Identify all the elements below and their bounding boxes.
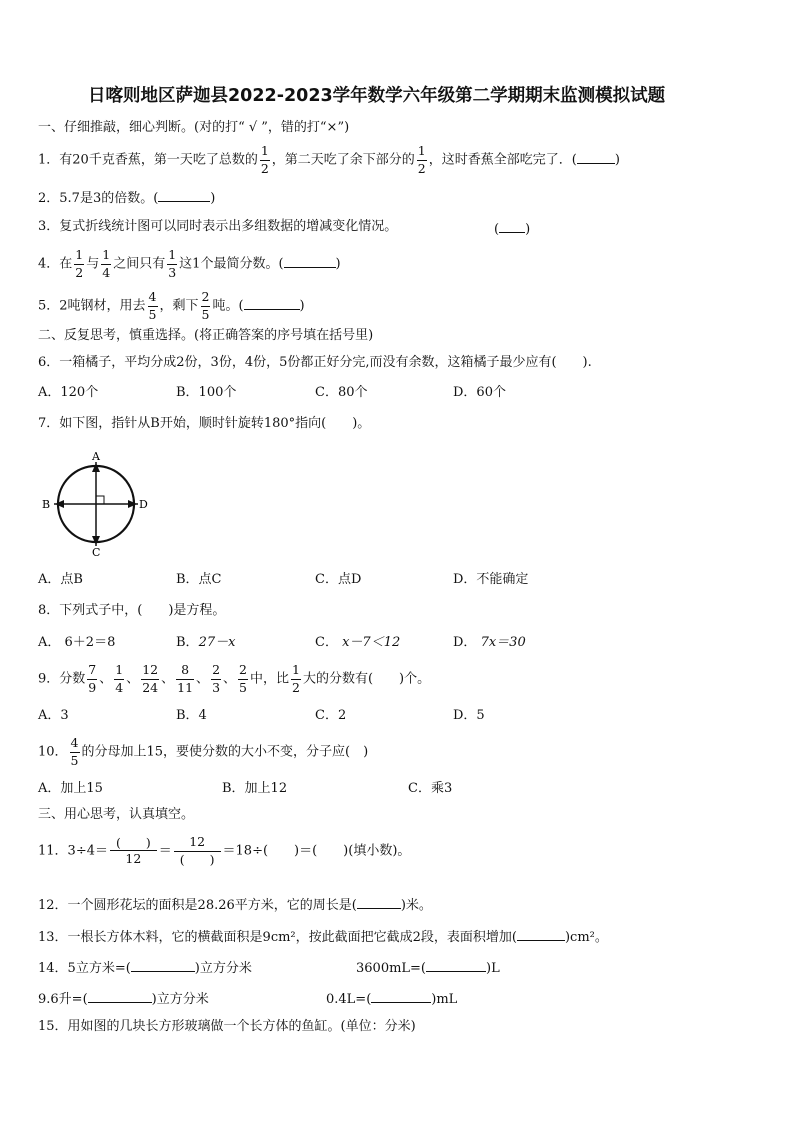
question-12 <box>38 896 432 912</box>
q10-option-b[interactable]: B．加上12 <box>222 781 288 796</box>
question-14-part-4 <box>326 990 457 1006</box>
q5-text-b: ，剩下 <box>159 298 199 314</box>
q10-option-c[interactable]: C．乘3 <box>408 781 453 796</box>
q7-option-b[interactable]: B．点C <box>176 572 222 587</box>
q2-answer-blank[interactable] <box>158 189 210 202</box>
question-8: 8．下列式子中，( )是方程。 <box>38 603 226 618</box>
q14-text-d: )L <box>486 961 500 976</box>
question-9: 9．分数 $\frac{7}{9}$ 、 $\frac{1}{4}$ 、 $\frac{12}{24}$ 、 $\frac{8}{11}$ 、 $\frac{2}{3}$ 、 $\frac{2}{5}$ 中，比 $\frac{1}{2}$ 大的分数有( )个。 <box>38 662 431 695</box>
q3-paren-open: ( <box>494 222 500 237</box>
q12-text-a: 12．一个圆形花坛的面积是28.26平方米，它的周长是( <box>38 898 357 913</box>
q3-text: 3．复式折线统计图可以同时表示出多组数据的增减变化情况。 <box>38 219 398 234</box>
q12-text-b: )米。 <box>400 898 432 913</box>
q5-answer-blank[interactable] <box>244 297 300 310</box>
label-a: A <box>92 450 100 463</box>
q1-text-c: ，这时香蕉全部吃完了．( <box>428 152 577 168</box>
q6-option-d[interactable]: D．60个 <box>453 385 506 400</box>
q6-option-c[interactable]: C．80个 <box>315 385 368 400</box>
section-2-heading: 二、反复思考，慎重选择。(将正确答案的序号填在括号里) <box>38 328 374 343</box>
q4-text-d: 这1个最简分数。( <box>179 256 284 272</box>
q4-paren-close: ) <box>335 256 341 272</box>
q1-text-b: ，第二天吃了余下部分的 <box>271 152 415 168</box>
q9-fraction-4: $\frac{8}{11}$ <box>177 662 194 695</box>
q3-answer-blank[interactable] <box>499 220 525 233</box>
q14-text-e: 9.6升=( <box>38 992 88 1007</box>
q9-option-a[interactable]: A．3 <box>38 708 69 723</box>
question-5 <box>38 291 305 321</box>
q4-fraction-1: $\frac{1}{2}$ <box>75 247 84 280</box>
q7-option-d[interactable]: D．不能确定 <box>453 572 529 587</box>
q14-text-g: 0.4L=( <box>326 992 372 1007</box>
q2-text: 2．5.7是3的倍数。( <box>38 191 159 206</box>
q1-text-a: 1．有20千克香蕉，第一天吃了总数的 <box>38 152 258 168</box>
q9-option-c[interactable]: C．2 <box>315 708 347 723</box>
q13-text-a: 13．一根长方体木料，它的横截面积是9cm²，按此截面把它截成2段，表面积增加( <box>38 930 517 945</box>
q4-text-c: 之间只有 <box>113 256 166 272</box>
section-3-heading: 三、用心思考，认真填空。 <box>38 807 195 822</box>
q10-option-a[interactable]: A．加上15 <box>38 781 103 796</box>
q12-answer-blank[interactable] <box>357 896 401 909</box>
clock-dial-figure <box>40 448 152 558</box>
q14-blank-4[interactable] <box>371 990 431 1003</box>
q9-fraction-5: $\frac{2}{3}$ <box>212 662 221 695</box>
q14-blank-2[interactable] <box>426 959 486 972</box>
q5-fraction-2: $\frac{2}{5}$ <box>201 289 210 322</box>
q11-text-b: ＝18÷( )＝( )(填小数)。 <box>222 843 411 859</box>
q9-text-b: 中，比 <box>249 671 289 687</box>
q9-text-c: 大的分数有( )个。 <box>302 671 431 687</box>
page-title: 日喀则地区萨迦县2022-2023学年数学六年级第二学期期末监测模拟试题 <box>88 86 666 106</box>
q1-fraction-1: $\frac{1}{2}$ <box>260 143 269 176</box>
question-7: 7．如下图，指针从B开始，顺时针旋转180°指向( )。 <box>38 416 371 431</box>
q9-fraction-3: $\frac{12}{24}$ <box>142 662 159 695</box>
question-15: 15．用如图的几块长方形玻璃做一个长方体的鱼缸。(单位：分米) <box>38 1019 416 1034</box>
question-3 <box>38 220 397 233</box>
q8-option-d[interactable]: D． 7x＝30 <box>453 635 526 650</box>
q10-text-b: 的分母加上15，要使分数的大小不变，分子应( ) <box>81 744 369 760</box>
question-11: 11．3÷4＝ $\frac{( )}{12}$ ＝ $\frac{12}{( )}$ ＝18÷( )＝( )(填小数)。 <box>38 834 411 867</box>
q9-option-d[interactable]: D．5 <box>453 708 485 723</box>
q4-text-a: 4．在 <box>38 256 73 272</box>
q13-text-b: )cm²。 <box>564 930 608 945</box>
q7-option-c[interactable]: C．点D <box>315 572 362 587</box>
q11-fraction-1: $\frac{( )}{12}$ <box>110 837 157 865</box>
question-2 <box>38 189 215 205</box>
q4-text-b: 与 <box>86 256 100 272</box>
question-14-part-2 <box>356 959 500 975</box>
q10-text-a: 10． <box>38 744 68 760</box>
q8-option-c[interactable]: C． x－7＜12 <box>315 635 401 650</box>
question-13 <box>38 928 608 944</box>
question-1 <box>38 145 620 175</box>
q7-option-a[interactable]: A．点B <box>38 572 83 587</box>
q4-fraction-3: $\frac{1}{3}$ <box>168 247 177 280</box>
q5-text-c: 吨。( <box>212 298 244 314</box>
q14-text-b: )立方分米 <box>194 961 252 976</box>
q11-fraction-2: $\frac{12}{( )}$ <box>174 836 221 866</box>
q9-fraction-half: $\frac{1}{2}$ <box>292 662 300 695</box>
q2-paren-close: ) <box>210 191 216 206</box>
q14-text-c: 3600mL=( <box>356 961 427 976</box>
q14-text-f: )立方分米 <box>151 992 209 1007</box>
q9-option-b[interactable]: B．4 <box>176 708 207 723</box>
question-6: 6．一箱橘子，平均分成2份，3份，4份，5份都正好分完,而没有余数，这箱橘子最少应有( ). <box>38 355 592 370</box>
q14-text-h: )mL <box>431 992 458 1007</box>
question-4 <box>38 249 341 279</box>
q9-fraction-6: $\frac{2}{5}$ <box>239 662 247 695</box>
question-14-part-3 <box>38 990 209 1006</box>
q1-answer-blank[interactable] <box>577 151 615 164</box>
q8-option-b[interactable]: B．27－x <box>176 635 236 650</box>
q10-fraction: $\frac{4}{5}$ <box>70 735 79 768</box>
q5-text-a: 5．2吨钢材，用去 <box>38 298 146 314</box>
label-b: B <box>42 498 51 511</box>
q11-text-a: 11．3÷4＝ <box>38 843 108 859</box>
q9-fraction-1: $\frac{7}{9}$ <box>88 662 97 695</box>
q5-paren-close: ) <box>299 298 305 314</box>
q8-option-a[interactable]: A． 6＋2＝8 <box>38 635 116 650</box>
q6-option-a[interactable]: A．120个 <box>38 385 99 400</box>
q6-option-b[interactable]: B．100个 <box>176 385 237 400</box>
q1-paren-close: ) <box>614 152 620 168</box>
q3-paren-close: ) <box>525 222 531 237</box>
q5-fraction-1: $\frac{4}{5}$ <box>148 289 157 322</box>
q9-text-a: 9．分数 <box>38 671 86 687</box>
q14-blank-3[interactable] <box>88 990 152 1003</box>
label-d: D <box>139 498 148 511</box>
question-10 <box>38 737 368 767</box>
q3-answer <box>494 220 530 236</box>
q14-blank-1[interactable] <box>131 959 195 972</box>
q4-answer-blank[interactable] <box>284 255 336 268</box>
q14-text-a: 14．5立方米=( <box>38 961 131 976</box>
section-1-heading: 一、仔细推敲，细心判断。(对的打“ √ ”，错的打“×”) <box>38 120 350 135</box>
label-c: C <box>92 546 101 558</box>
q4-fraction-2: $\frac{1}{4}$ <box>102 247 111 280</box>
q13-answer-blank[interactable] <box>517 928 565 941</box>
question-14-part-1 <box>38 959 252 975</box>
q9-fraction-2: $\frac{1}{4}$ <box>115 662 124 695</box>
q1-fraction-2: $\frac{1}{2}$ <box>417 143 426 176</box>
